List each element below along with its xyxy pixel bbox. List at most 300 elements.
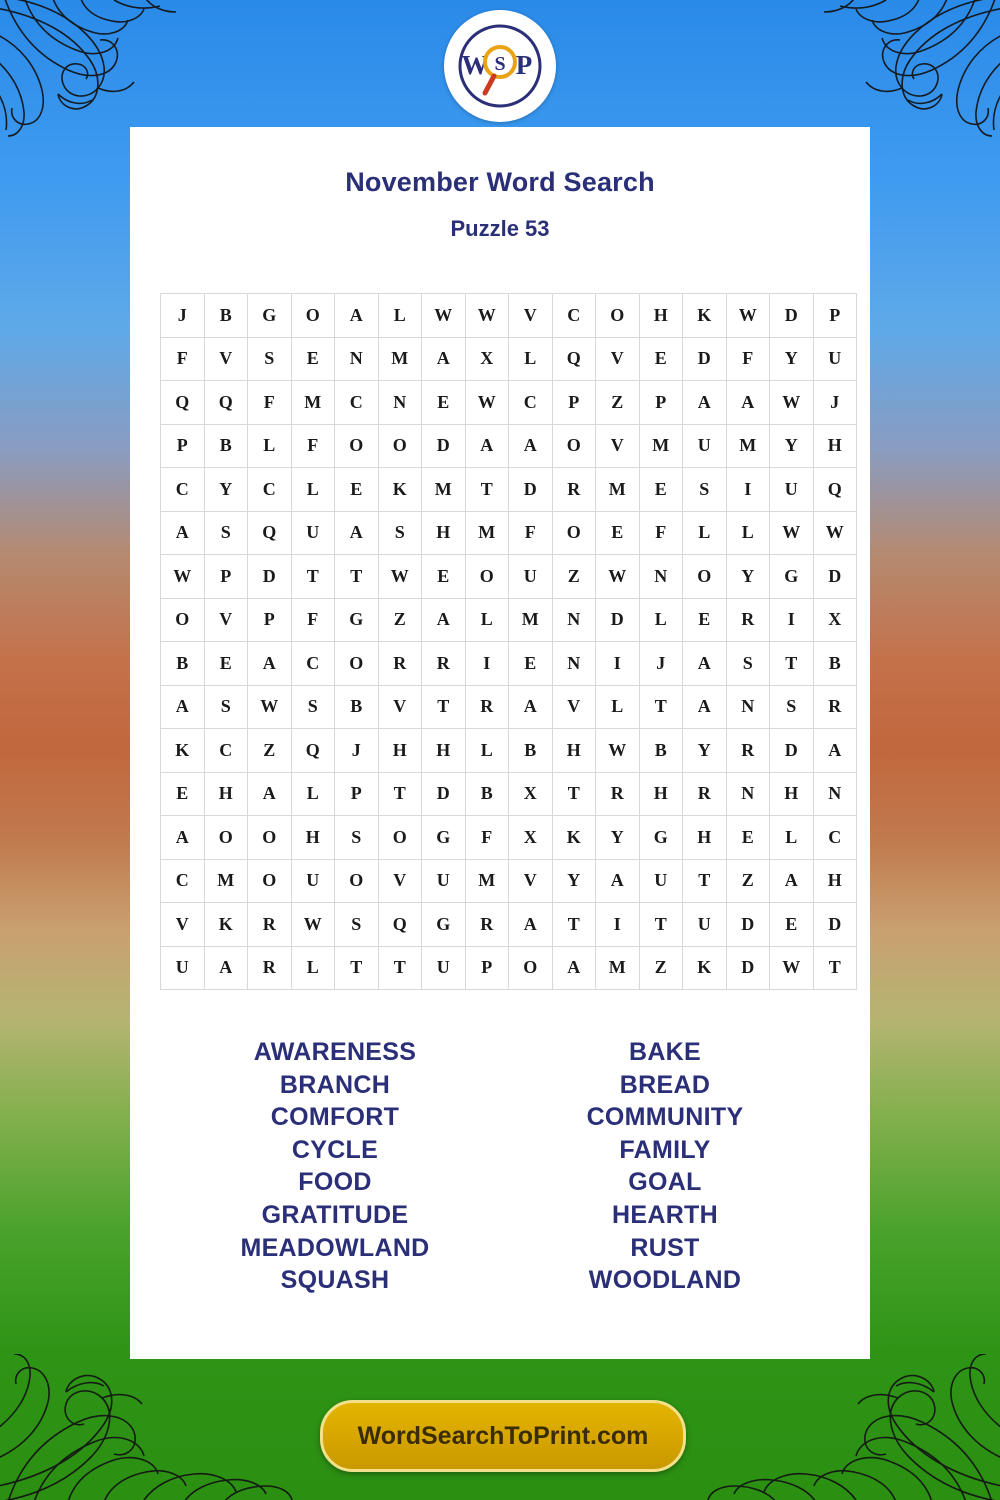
grid-cell[interactable]: X [509, 816, 553, 860]
grid-row [161, 642, 857, 686]
grid-cell[interactable]: P [813, 294, 857, 338]
grid-row [161, 729, 857, 773]
grid-cell[interactable]: E [683, 598, 727, 642]
grid-cell[interactable]: A [683, 642, 727, 686]
grid-cell[interactable]: D [422, 772, 466, 816]
grid-cell[interactable]: T [639, 903, 683, 947]
grid-cell[interactable]: O [291, 294, 335, 338]
grid-cell[interactable]: K [683, 294, 727, 338]
grid-cell[interactable]: A [509, 424, 553, 468]
grid-cell[interactable]: R [422, 642, 466, 686]
word-list-item: AWARENESS [253, 1038, 417, 1066]
grid-cell[interactable]: O [465, 555, 509, 599]
letter-grid-table [160, 293, 857, 990]
puzzle-sheet [130, 127, 870, 1359]
grid-cell[interactable]: O [683, 555, 727, 599]
grid-cell[interactable]: C [248, 468, 292, 512]
grid-cell[interactable]: O [248, 859, 292, 903]
grid-cell[interactable]: F [291, 598, 335, 642]
word-list-item: FAMILY [619, 1135, 711, 1164]
grid-cell[interactable]: H [378, 729, 422, 773]
grid-cell[interactable]: O [335, 859, 379, 903]
grid-cell[interactable]: P [335, 772, 379, 816]
grid-cell[interactable]: O [248, 816, 292, 860]
word-list-column-left [170, 1036, 500, 1297]
grid-cell[interactable]: R [813, 685, 857, 729]
grid-cell[interactable]: O [378, 424, 422, 468]
grid-cell[interactable]: M [378, 337, 422, 381]
grid-cell[interactable]: K [683, 946, 727, 990]
grid-cell[interactable]: E [596, 511, 640, 555]
grid-cell[interactable]: X [813, 598, 857, 642]
grid-cell[interactable]: U [639, 859, 683, 903]
grid-cell[interactable]: C [291, 642, 335, 686]
grid-cell[interactable]: J [161, 294, 205, 338]
grid-cell[interactable]: T [291, 555, 335, 599]
grid-cell[interactable]: M [726, 424, 770, 468]
grid-cell[interactable]: L [596, 685, 640, 729]
grid-cell[interactable]: T [378, 772, 422, 816]
grid-cell[interactable]: F [639, 511, 683, 555]
grid-cell[interactable]: D [770, 729, 814, 773]
grid-cell[interactable]: W [596, 729, 640, 773]
grid-cell[interactable]: M [596, 468, 640, 512]
grid-row [161, 859, 857, 903]
grid-cell[interactable]: E [291, 337, 335, 381]
grid-cell[interactable]: L [291, 946, 335, 990]
grid-row [161, 903, 857, 947]
grid-cell[interactable]: O [596, 294, 640, 338]
grid-cell[interactable]: A [552, 946, 596, 990]
grid-cell[interactable]: D [596, 598, 640, 642]
grid-cell[interactable]: S [726, 642, 770, 686]
grid-cell[interactable]: A [335, 294, 379, 338]
grid-cell[interactable]: O [204, 816, 248, 860]
word-list-item: GOAL [628, 1168, 702, 1197]
grid-cell[interactable]: H [813, 859, 857, 903]
grid-cell[interactable]: C [509, 381, 553, 425]
grid-cell[interactable]: A [248, 642, 292, 686]
grid-row [161, 511, 857, 555]
grid-cell[interactable]: T [422, 685, 466, 729]
grid-cell[interactable]: T [683, 859, 727, 903]
grid-cell[interactable]: E [639, 468, 683, 512]
grid-cell[interactable]: D [770, 294, 814, 338]
grid-cell[interactable]: U [161, 946, 205, 990]
grid-cell[interactable]: A [596, 859, 640, 903]
grid-cell[interactable]: F [726, 337, 770, 381]
grid-cell[interactable]: M [465, 511, 509, 555]
grid-cell[interactable]: M [596, 946, 640, 990]
grid-cell[interactable]: U [683, 424, 727, 468]
grid-cell[interactable]: H [291, 816, 335, 860]
word-list-item: FOOD [298, 1168, 372, 1197]
grid-cell[interactable]: C [161, 468, 205, 512]
word-list-item: BREAD [619, 1070, 711, 1099]
grid-cell[interactable]: C [335, 381, 379, 425]
grid-cell[interactable]: T [335, 946, 379, 990]
grid-cell[interactable]: J [335, 729, 379, 773]
grid-cell[interactable]: R [726, 598, 770, 642]
grid-cell[interactable]: N [552, 598, 596, 642]
grid-cell[interactable]: R [596, 772, 640, 816]
grid-cell[interactable]: D [509, 468, 553, 512]
grid-cell[interactable]: W [161, 555, 205, 599]
word-list-item: CYCLE [291, 1135, 379, 1164]
grid-cell[interactable]: O [509, 946, 553, 990]
grid-row [161, 381, 857, 425]
grid-cell[interactable]: R [378, 642, 422, 686]
grid-cell[interactable]: H [422, 729, 466, 773]
grid-cell[interactable]: S [204, 511, 248, 555]
grid-cell[interactable]: W [770, 946, 814, 990]
grid-cell[interactable]: M [465, 859, 509, 903]
grid-cell[interactable]: Y [683, 729, 727, 773]
grid-cell[interactable]: D [248, 555, 292, 599]
grid-cell[interactable]: C [813, 816, 857, 860]
grid-cell[interactable]: B [509, 729, 553, 773]
grid-cell[interactable]: G [335, 598, 379, 642]
grid-cell[interactable]: V [552, 685, 596, 729]
grid-cell[interactable]: W [726, 294, 770, 338]
grid-cell[interactable]: H [683, 816, 727, 860]
grid-cell[interactable]: U [291, 859, 335, 903]
grid-cell[interactable]: Q [204, 381, 248, 425]
grid-cell[interactable]: R [726, 729, 770, 773]
grid-cell[interactable]: C [204, 729, 248, 773]
grid-cell[interactable]: W [291, 903, 335, 947]
svg-text:S: S [494, 53, 506, 75]
grid-cell[interactable]: R [248, 903, 292, 947]
grid-cell[interactable]: L [726, 511, 770, 555]
page-title: November Word Search [345, 167, 655, 197]
grid-cell[interactable]: B [204, 424, 248, 468]
word-list-column-right [500, 1036, 830, 1297]
grid-cell[interactable]: T [813, 946, 857, 990]
grid-cell[interactable]: I [726, 468, 770, 512]
grid-cell[interactable]: Y [770, 337, 814, 381]
word-list-item: COMFORT [270, 1103, 400, 1132]
grid-cell[interactable]: Q [291, 729, 335, 773]
grid-cell[interactable]: A [248, 772, 292, 816]
grid-cell[interactable]: M [509, 598, 553, 642]
grid-cell[interactable]: G [770, 555, 814, 599]
corner-flourish-bottom-right [706, 1349, 1000, 1500]
grid-cell[interactable]: L [465, 729, 509, 773]
word-search-grid[interactable] [160, 293, 844, 990]
grid-cell[interactable]: A [204, 946, 248, 990]
grid-cell[interactable]: T [378, 946, 422, 990]
grid-cell[interactable]: A [161, 511, 205, 555]
grid-cell[interactable]: T [335, 555, 379, 599]
grid-cell[interactable]: R [552, 468, 596, 512]
grid-cell[interactable]: P [204, 555, 248, 599]
corner-flourish-bottom-left [0, 1349, 294, 1500]
grid-cell[interactable]: Q [552, 337, 596, 381]
grid-cell[interactable]: M [291, 381, 335, 425]
grid-cell[interactable]: L [291, 772, 335, 816]
grid-cell[interactable]: R [248, 946, 292, 990]
grid-cell[interactable]: R [465, 685, 509, 729]
grid-cell[interactable]: G [639, 816, 683, 860]
grid-cell[interactable]: S [291, 685, 335, 729]
grid-cell[interactable]: V [509, 294, 553, 338]
grid-cell[interactable]: K [378, 468, 422, 512]
grid-cell[interactable]: L [639, 598, 683, 642]
grid-cell[interactable]: I [596, 642, 640, 686]
grid-cell[interactable]: Q [161, 381, 205, 425]
grid-row [161, 555, 857, 599]
grid-cell[interactable]: I [465, 642, 509, 686]
grid-cell[interactable]: D [422, 424, 466, 468]
grid-cell[interactable]: B [161, 642, 205, 686]
word-list-item: HEARTH [612, 1200, 718, 1229]
grid-cell[interactable]: A [161, 685, 205, 729]
grid-cell[interactable]: A [161, 816, 205, 860]
grid-cell[interactable]: X [465, 337, 509, 381]
grid-cell[interactable]: P [248, 598, 292, 642]
grid-cell[interactable]: B [639, 729, 683, 773]
grid-cell[interactable]: W [465, 381, 509, 425]
grid-cell[interactable]: N [335, 337, 379, 381]
grid-cell[interactable]: L [291, 468, 335, 512]
grid-cell[interactable]: G [422, 816, 466, 860]
grid-cell[interactable]: K [552, 816, 596, 860]
grid-row [161, 598, 857, 642]
grid-cell[interactable]: M [422, 468, 466, 512]
grid-cell[interactable]: U [813, 337, 857, 381]
grid-cell[interactable]: S [335, 903, 379, 947]
grid-cell[interactable]: U [683, 903, 727, 947]
grid-cell[interactable]: A [465, 424, 509, 468]
grid-cell[interactable]: H [204, 772, 248, 816]
grid-cell[interactable]: F [509, 511, 553, 555]
grid-row [161, 468, 857, 512]
grid-row [161, 337, 857, 381]
grid-cell[interactable]: E [335, 468, 379, 512]
grid-cell[interactable]: B [335, 685, 379, 729]
grid-cell[interactable]: Q [378, 903, 422, 947]
grid-cell[interactable]: Z [248, 729, 292, 773]
grid-cell[interactable]: G [248, 294, 292, 338]
grid-cell[interactable]: N [813, 772, 857, 816]
grid-cell[interactable]: P [552, 381, 596, 425]
grid-cell[interactable]: L [683, 511, 727, 555]
grid-cell[interactable]: D [683, 337, 727, 381]
grid-cell[interactable]: O [335, 642, 379, 686]
grid-cell[interactable]: O [552, 424, 596, 468]
grid-row [161, 946, 857, 990]
grid-cell[interactable]: M [204, 859, 248, 903]
grid-cell[interactable]: O [552, 511, 596, 555]
grid-cell[interactable]: N [552, 642, 596, 686]
grid-cell[interactable]: T [552, 772, 596, 816]
grid-cell[interactable]: L [378, 294, 422, 338]
grid-cell[interactable]: S [335, 816, 379, 860]
grid-cell[interactable]: B [465, 772, 509, 816]
grid-cell[interactable]: W [813, 511, 857, 555]
grid-cell[interactable]: E [726, 816, 770, 860]
grid-cell[interactable]: I [770, 598, 814, 642]
grid-cell[interactable]: T [770, 642, 814, 686]
grid-cell[interactable]: Y [726, 555, 770, 599]
word-list-item: COMMUNITY [586, 1103, 744, 1132]
grid-cell[interactable]: H [639, 294, 683, 338]
grid-cell[interactable]: Z [552, 555, 596, 599]
grid-cell[interactable]: A [509, 685, 553, 729]
grid-cell[interactable]: W [465, 294, 509, 338]
grid-row [161, 424, 857, 468]
grid-cell[interactable]: Z [639, 946, 683, 990]
grid-cell[interactable]: Z [726, 859, 770, 903]
grid-cell[interactable]: S [683, 468, 727, 512]
grid-cell[interactable]: K [161, 729, 205, 773]
grid-cell[interactable]: W [378, 555, 422, 599]
grid-cell[interactable]: F [291, 424, 335, 468]
grid-cell[interactable]: H [639, 772, 683, 816]
grid-cell[interactable]: N [639, 555, 683, 599]
grid-cell[interactable]: E [204, 642, 248, 686]
grid-cell[interactable]: A [422, 337, 466, 381]
grid-cell[interactable]: W [248, 685, 292, 729]
grid-cell[interactable]: E [639, 337, 683, 381]
grid-cell[interactable]: Z [596, 381, 640, 425]
svg-text:W: W [461, 50, 489, 80]
grid-cell[interactable]: M [639, 424, 683, 468]
grid-cell[interactable]: V [378, 685, 422, 729]
grid-cell[interactable]: O [335, 424, 379, 468]
grid-cell[interactable]: C [552, 294, 596, 338]
grid-cell[interactable]: V [378, 859, 422, 903]
grid-cell[interactable]: L [465, 598, 509, 642]
grid-cell[interactable]: N [726, 685, 770, 729]
grid-cell[interactable]: A [813, 729, 857, 773]
site-logo[interactable] [444, 10, 556, 122]
grid-cell[interactable]: E [509, 642, 553, 686]
grid-cell[interactable]: G [422, 903, 466, 947]
grid-cell[interactable]: D [726, 946, 770, 990]
grid-cell[interactable]: J [813, 381, 857, 425]
grid-cell[interactable]: Q [248, 511, 292, 555]
grid-cell[interactable]: H [770, 772, 814, 816]
grid-cell[interactable]: N [378, 381, 422, 425]
grid-cell[interactable]: V [204, 337, 248, 381]
grid-cell[interactable]: Q [813, 468, 857, 512]
grid-cell[interactable]: A [509, 903, 553, 947]
grid-cell[interactable]: H [813, 424, 857, 468]
grid-cell[interactable]: S [378, 511, 422, 555]
grid-cell[interactable]: T [552, 903, 596, 947]
website-button-label: WordSearchToPrint.com [357, 1421, 649, 1450]
grid-cell[interactable]: W [770, 381, 814, 425]
grid-cell[interactable]: F [465, 816, 509, 860]
grid-cell[interactable]: Z [378, 598, 422, 642]
grid-cell[interactable]: V [509, 859, 553, 903]
grid-cell[interactable]: A [683, 381, 727, 425]
grid-cell[interactable]: R [465, 903, 509, 947]
grid-cell[interactable]: Y [552, 859, 596, 903]
grid-cell[interactable]: T [465, 468, 509, 512]
grid-cell[interactable]: U [509, 555, 553, 599]
grid-row [161, 816, 857, 860]
grid-cell[interactable]: A [726, 381, 770, 425]
grid-cell[interactable]: S [204, 685, 248, 729]
grid-cell[interactable]: P [465, 946, 509, 990]
grid-cell[interactable]: N [726, 772, 770, 816]
grid-cell[interactable]: U [422, 946, 466, 990]
grid-cell[interactable]: U [770, 468, 814, 512]
grid-cell[interactable]: P [161, 424, 205, 468]
grid-cell[interactable]: T [639, 685, 683, 729]
grid-cell[interactable]: E [770, 903, 814, 947]
grid-cell[interactable]: I [596, 903, 640, 947]
grid-cell[interactable]: E [422, 555, 466, 599]
grid-cell[interactable]: Y [770, 424, 814, 468]
grid-cell[interactable]: X [509, 772, 553, 816]
grid-cell[interactable]: U [422, 859, 466, 903]
grid-cell[interactable]: D [813, 555, 857, 599]
grid-cell[interactable]: V [596, 337, 640, 381]
grid-cell[interactable]: C [161, 859, 205, 903]
word-list-item: RUST [630, 1233, 700, 1262]
grid-cell[interactable]: B [204, 294, 248, 338]
grid-cell[interactable]: O [378, 816, 422, 860]
grid-cell[interactable]: R [683, 772, 727, 816]
logo-icon [452, 18, 548, 114]
word-list-item: MEADOWLAND [240, 1233, 430, 1262]
grid-cell[interactable]: D [813, 903, 857, 947]
grid-cell[interactable]: E [422, 381, 466, 425]
grid-row [161, 685, 857, 729]
grid-cell[interactable]: P [639, 381, 683, 425]
grid-cell[interactable]: H [552, 729, 596, 773]
grid-cell[interactable]: V [204, 598, 248, 642]
grid-cell[interactable]: Y [204, 468, 248, 512]
grid-cell[interactable]: U [291, 511, 335, 555]
grid-cell[interactable]: Y [596, 816, 640, 860]
grid-cell[interactable]: S [770, 685, 814, 729]
grid-cell[interactable]: F [161, 337, 205, 381]
grid-cell[interactable]: J [639, 642, 683, 686]
grid-cell[interactable]: H [422, 511, 466, 555]
grid-cell[interactable]: S [248, 337, 292, 381]
grid-cell[interactable]: V [596, 424, 640, 468]
website-button[interactable] [320, 1400, 686, 1472]
word-list-item: BAKE [628, 1038, 702, 1066]
word-list-item: SQUASH [280, 1266, 390, 1295]
grid-cell[interactable]: L [509, 337, 553, 381]
svg-text:P: P [515, 50, 533, 80]
grid-cell[interactable]: L [248, 424, 292, 468]
grid-cell[interactable]: A [770, 859, 814, 903]
grid-cell[interactable]: V [161, 903, 205, 947]
grid-cell[interactable]: O [161, 598, 205, 642]
grid-cell[interactable]: K [204, 903, 248, 947]
grid-cell[interactable]: W [422, 294, 466, 338]
grid-cell[interactable]: W [770, 511, 814, 555]
word-list-item: GRATITUDE [261, 1200, 409, 1229]
grid-cell[interactable]: L [770, 816, 814, 860]
grid-cell[interactable]: A [422, 598, 466, 642]
grid-cell[interactable]: E [161, 772, 205, 816]
grid-cell[interactable]: F [248, 381, 292, 425]
word-list [170, 1036, 830, 1297]
grid-cell[interactable]: A [683, 685, 727, 729]
grid-cell[interactable]: W [596, 555, 640, 599]
grid-cell[interactable]: D [726, 903, 770, 947]
grid-cell[interactable]: B [813, 642, 857, 686]
grid-cell[interactable]: A [335, 511, 379, 555]
